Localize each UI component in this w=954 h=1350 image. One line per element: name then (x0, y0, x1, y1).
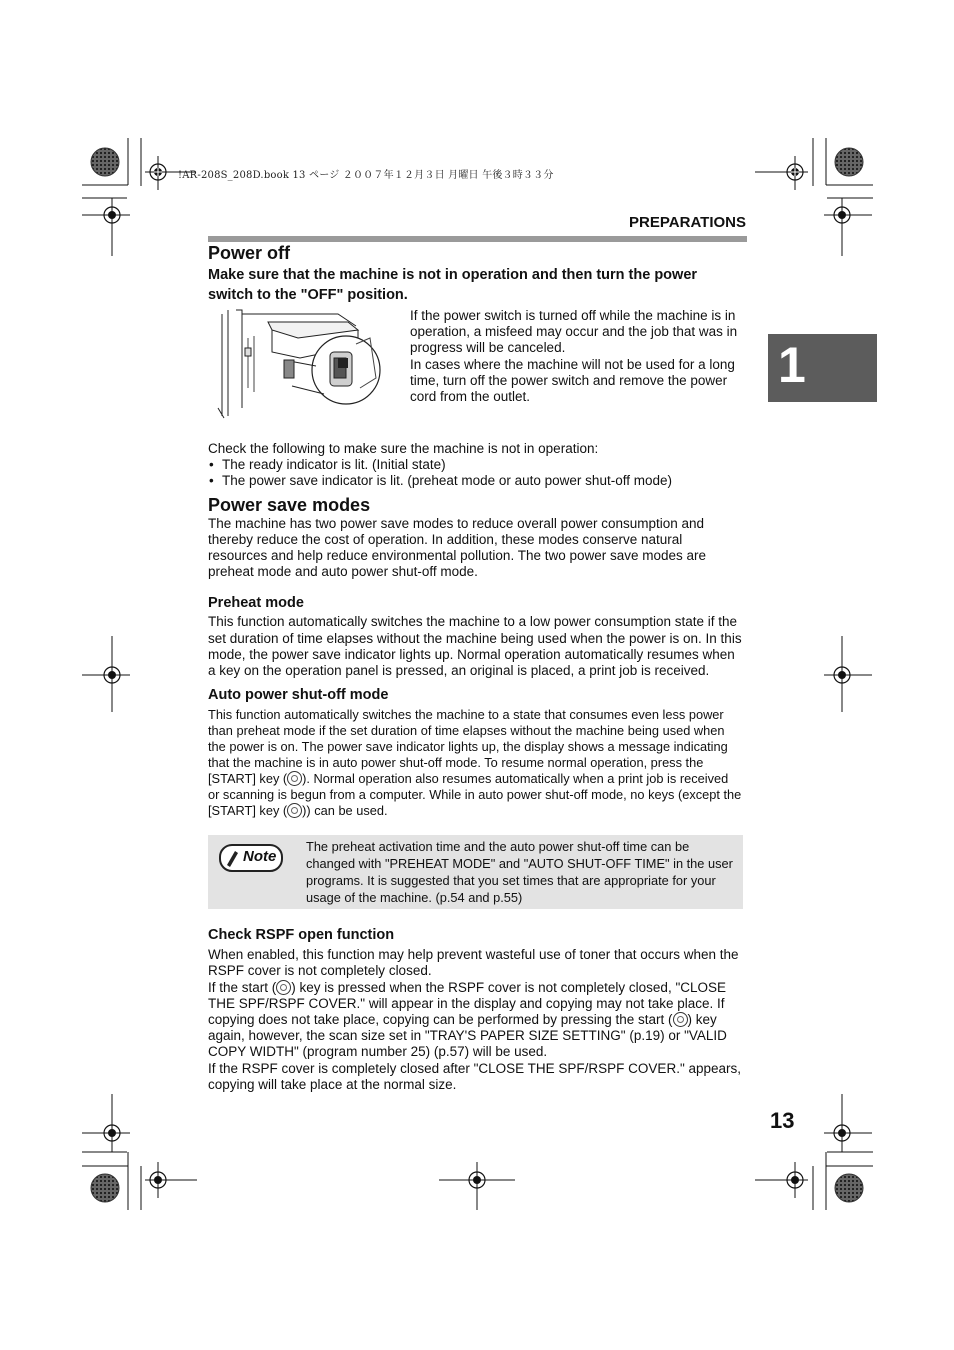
power-switch-illustration (208, 308, 410, 432)
start-key-icon (287, 771, 302, 786)
chapter-number: 1 (778, 337, 806, 393)
crop-bottom-center (439, 1162, 515, 1210)
rspf-text-2b: ) key is pressed when the RSPF cover is not completely closed, "CLOSE THE SPF/RSPF COVER." will appear in the display and copying may not take place. If copying does not take place, copying can be performed by pressing the start ( (208, 979, 727, 1028)
auto-shutoff-text-1: This function automatically switches the machine to a state that consumes even less power than preheat mode if the set duration of time elapses without the machine being used when the power is on. The power save indicator lights up, the display shows a message indicating that the machine is in auto power shut-off mode. To resume normal operation, press the [START] key ( (208, 707, 728, 787)
crop-top-right (755, 138, 873, 256)
rspf-text-2a: If the start ( (208, 979, 277, 995)
note-label: Note (243, 848, 277, 866)
rspf-heading: Check RSPF open function (208, 927, 395, 944)
chapter-tab (768, 334, 877, 402)
preheat-body: This function automatically switches the machine to a low power consumption state if the set duration of time elapses without the machine being used when the power is on. In this mode, the power save indicator lights up. Normal operation automatically resumes when a key on the operation panel is pressed, an original is placed, a print job is received. (208, 614, 742, 679)
note-text: The preheat activation time and the auto power shut-off time can be changed with "PREHEAT MODE" and "AUTO SHUT-OFF TIME" in the user programs. It is suggested that you set times that are appropriate for your usage of the machine. (p.54 and p.55) (306, 839, 733, 905)
power-off-note-2: In cases where the machine will not be used for a long time, turn off the power switch and remove the power cord from the outlet. (410, 356, 735, 405)
note-box (208, 835, 743, 909)
check-list (208, 457, 743, 489)
file-meta: !AR-208S_208D.book 13 ページ ２００７年１２月３日 月曜日 午後３時３３分 (178, 170, 554, 181)
rspf-body-2 (208, 980, 743, 1061)
page-number: 13 (770, 1108, 795, 1133)
power-off-notes (410, 308, 743, 432)
auto-shutoff-heading: Auto power shut-off mode (208, 687, 389, 704)
power-save-heading: Power save modes (208, 494, 371, 515)
start-key-icon (276, 980, 291, 995)
start-key-icon (673, 1012, 688, 1027)
list-item: • The ready indicator is lit. (Initial state) (208, 457, 743, 473)
crop-bottom-left (82, 1094, 197, 1210)
power-save-intro: The machine has two power save modes to reduce overall power consumption and thereby reduce the cost of operation. In addition, these modes conserve natural resources and help reduce environmental pollution. The two power save modes are preheat mode and auto power shut-off mode. (208, 515, 707, 580)
start-key-icon (287, 803, 302, 818)
power-off-lead: Make sure that the machine is not in operation and then turn the power switch to the "OFF" position. (208, 267, 698, 303)
rspf-body-3: If the RSPF cover is completely closed after "CLOSE THE SPF/RSPF COVER." appears, copying will take place at the normal size. (208, 1060, 742, 1092)
rspf-text-2c: ) key again, however, the scan size set in "TRAY'S PAPER SIZE SETTING" (p.19) or "VALID COPY WIDTH" (program number 25) (p.57) will be used. (208, 1012, 727, 1060)
preheat-heading: Preheat mode (208, 595, 304, 612)
auto-shutoff-body (208, 707, 743, 819)
power-off-heading: Power off (208, 243, 291, 263)
power-off-intro (208, 308, 743, 432)
list-item: • The power save indicator is lit. (preheat mode or auto power shut-off mode) (208, 473, 743, 489)
note-badge (208, 835, 298, 909)
page-content (208, 242, 743, 1093)
power-off-note-1: If the power switch is turned off while the machine is in operation, a misfeed may occur and the job that was in progress will be canceled. (410, 308, 738, 356)
section-label: PREPARATIONS (629, 214, 746, 231)
rspf-body-1: When enabled, this function may help prevent wasteful use of toner that occurs when the RSPF cover is not completely closed. (208, 947, 739, 979)
auto-shutoff-text-3: )) can be used. (302, 803, 388, 819)
crop-top-left (82, 138, 195, 256)
auto-shutoff-text-2: ). Normal operation also resumes automatically when a print job is received or scanning is begun from a computer. While in auto power shut-off mode, no keys (except the [START] key ( (208, 771, 742, 819)
check-intro: Check the following to make sure the machine is not in operation: (208, 441, 599, 456)
